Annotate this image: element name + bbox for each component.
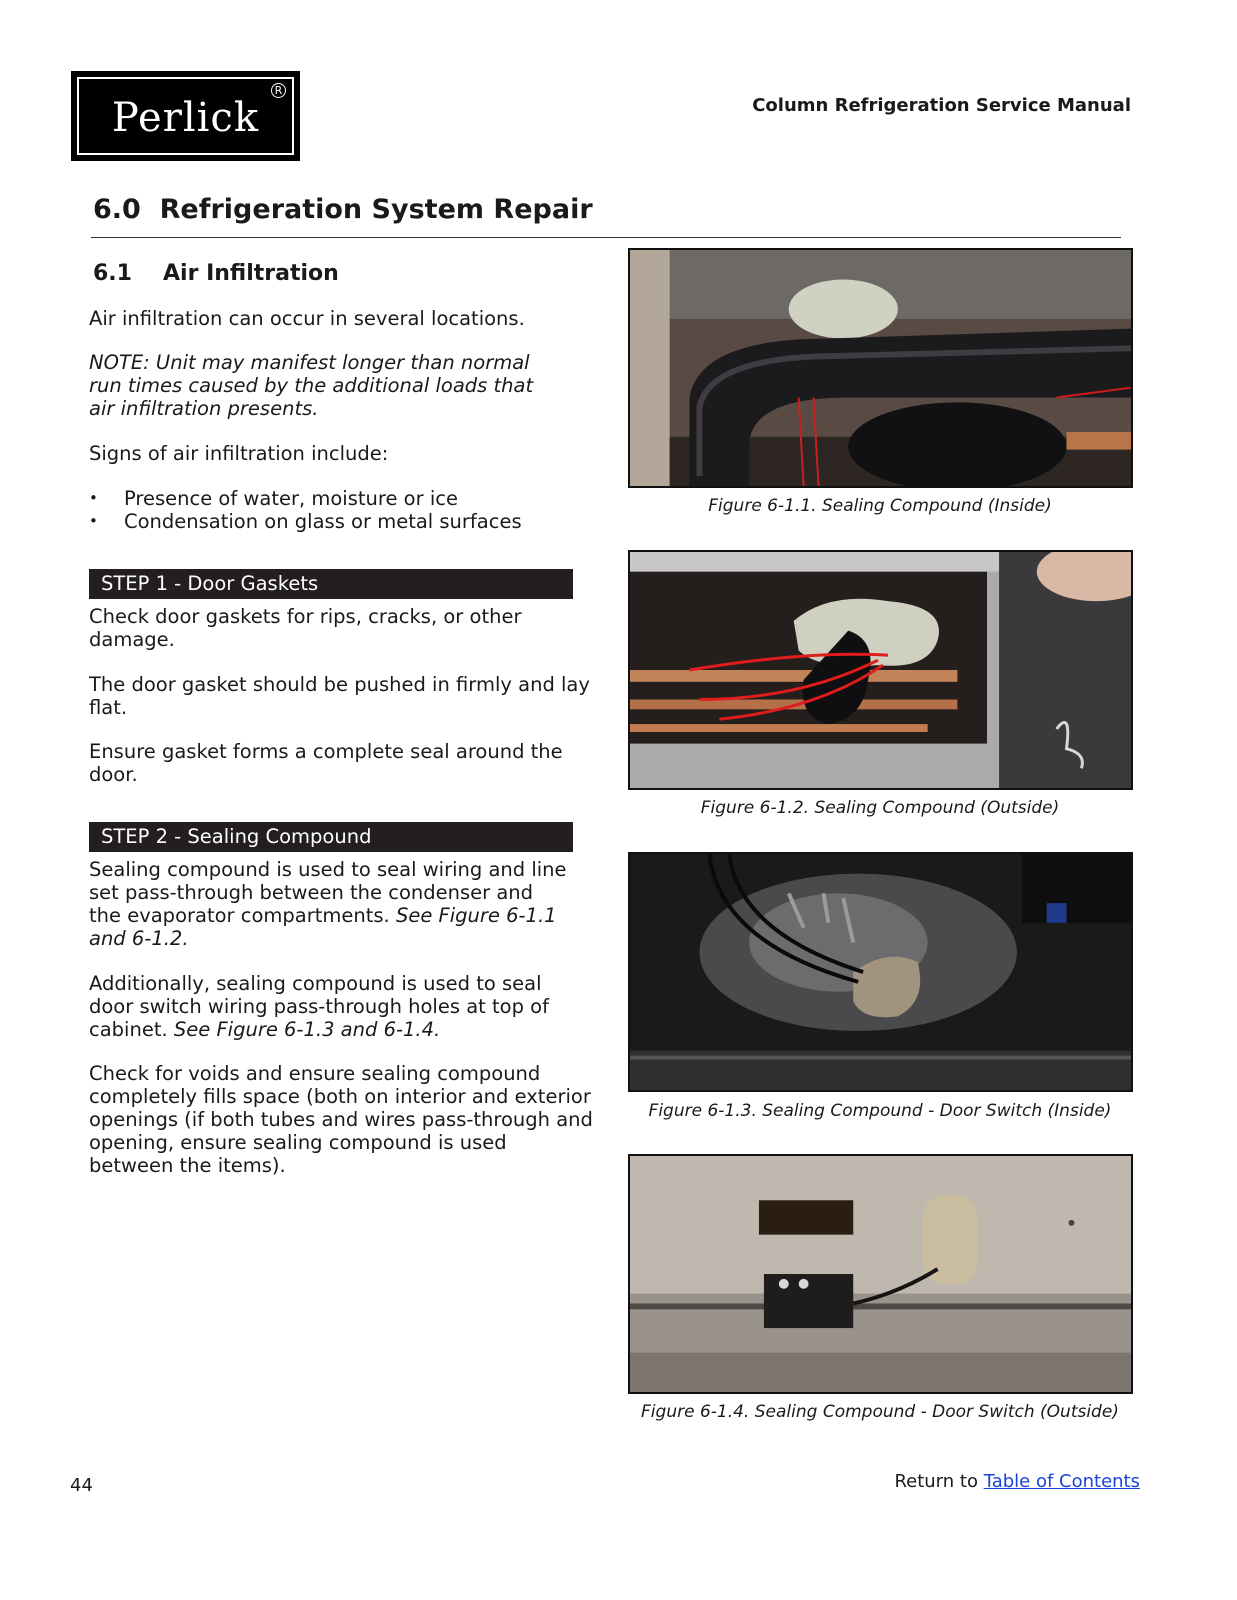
step1-paragraph-3: Ensure gasket forms a complete seal around the door.: [89, 740, 563, 786]
registered-mark-icon: R: [271, 83, 286, 98]
step1-paragraph-1: Check door gaskets for rips, cracks, or other damage.: [89, 605, 522, 651]
figure-6-1-2-caption: Figure 6-1.2. Sealing Compound (Outside): [700, 798, 1060, 818]
step2-paragraph-1: [89, 858, 567, 950]
figure-6-1-3-caption: Figure 6-1.3. Sealing Compound - Door Switch (Inside): [648, 1101, 1112, 1121]
subsection-number: 6.1: [93, 261, 132, 286]
note-paragraph: NOTE: Unit may manifest longer than normal run times caused by the additional loads that air infiltration presents.: [89, 351, 534, 420]
step2-banner: STEP 2 - Sealing Compound: [89, 822, 573, 852]
section-title: 6.0 Refrigeration System Repair: [93, 194, 593, 225]
figure-6-1-2-photo: [628, 550, 1133, 790]
page-number: 44: [70, 1475, 93, 1496]
figure-6-1-4-caption: Figure 6-1.4. Sealing Compound - Door Switch (Outside): [641, 1402, 1119, 1422]
figure-6-1-3-photo: [628, 852, 1133, 1092]
step1-paragraph-2: The door gasket should be pushed in firmly and lay flat.: [89, 673, 590, 719]
step2-p2-text: Additionally, sealing compound is used to seal door switch wiring pass-through holes at top of cabinet.: [89, 972, 549, 1041]
perlick-logo: [71, 71, 300, 161]
signs-label: Signs of air infiltration include:: [89, 442, 389, 465]
step1-banner: STEP 1 - Door Gaskets: [89, 569, 573, 599]
return-text: Return to: [894, 1471, 984, 1492]
signs-list: [89, 487, 594, 533]
figure-reference: See Figure 6-1.3 and 6-1.4.: [173, 1018, 441, 1041]
manual-title: Column Refrigeration Service Manual: [752, 95, 1131, 116]
figure-6-1-1-caption: Figure 6-1.1. Sealing Compound (Inside): [708, 496, 1052, 516]
step2-paragraph-3: Check for voids and ensure sealing compound completely fills space (both on interior and exterior openings (if both tubes and wires pass-through and opening, ensure sealing compound is used between the items).: [89, 1062, 593, 1177]
figure-6-1-1-photo: [628, 248, 1133, 488]
list-item: • Presence of water, moisture or ice: [89, 487, 594, 510]
logo-text: Perlick: [111, 95, 260, 141]
step2-paragraph-2: [89, 972, 584, 1041]
figure-reference: See Figure 6-1.1 and 6-1.2.: [89, 904, 557, 950]
list-item: • Condensation on glass or metal surfaces: [89, 510, 594, 533]
step2-p1-text: Sealing compound is used to seal wiring and line set pass-through between the condenser and the evaporator compartments.: [89, 858, 567, 927]
subsection-heading: [93, 261, 339, 286]
toc-link[interactable]: Table of Contents: [983, 1471, 1140, 1492]
figure-6-1-4-photo: [628, 1154, 1133, 1394]
subsection-title: Air Infiltration: [163, 261, 339, 286]
section-divider: [91, 237, 1121, 238]
return-to-toc: [850, 1471, 1140, 1492]
intro-paragraph: Air infiltration can occur in several locations.: [89, 307, 525, 330]
